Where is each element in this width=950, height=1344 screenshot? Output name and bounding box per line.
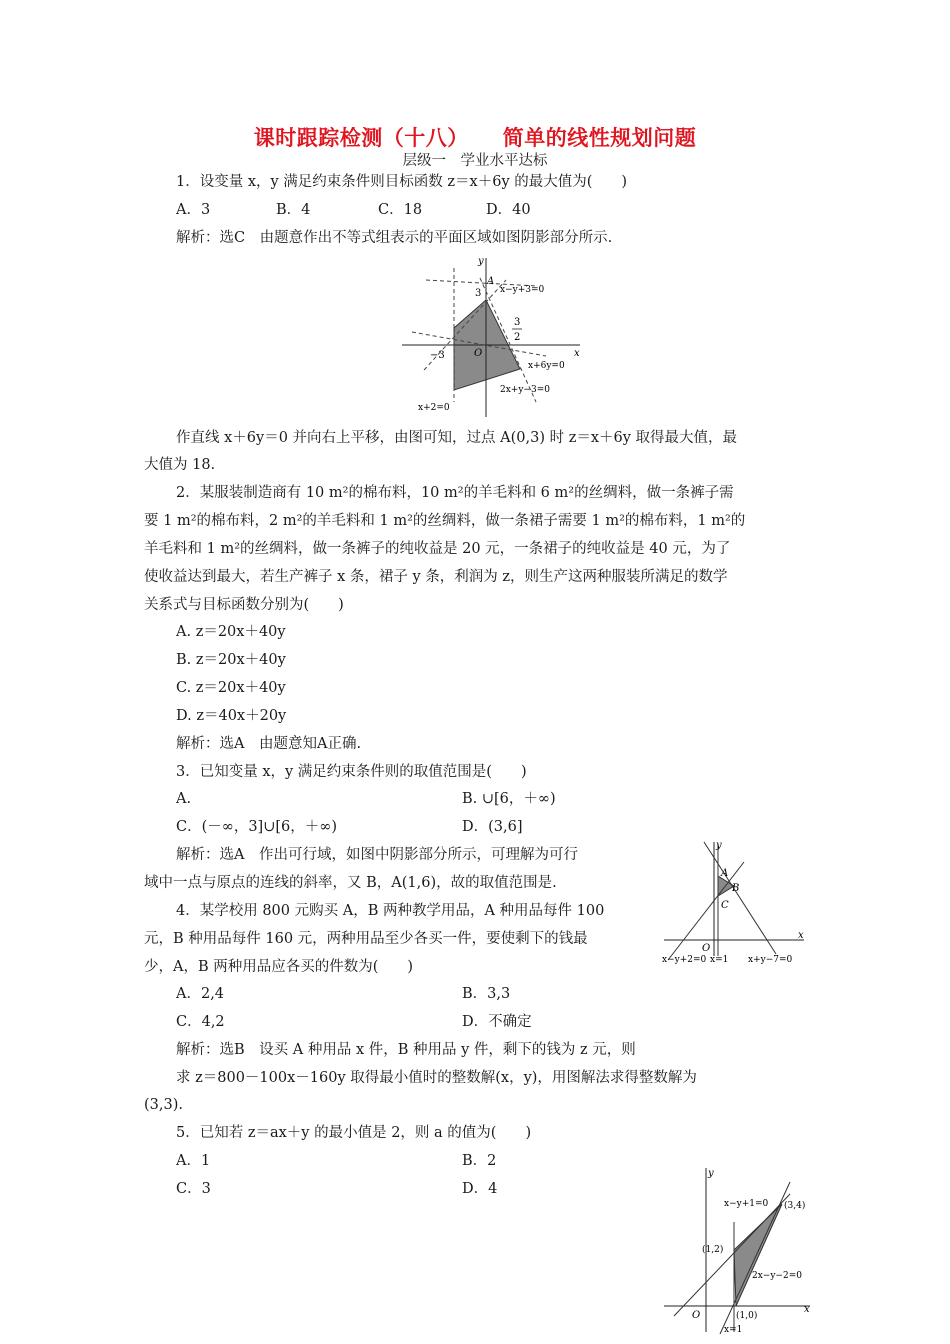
q1-option-b: B．4 [276,202,311,218]
q5-label-l3: x=1 [724,1325,743,1335]
q3-label-l2: x=1 [710,955,729,965]
page-title [0,122,950,152]
q4-option-d: D．不确定 [462,1014,532,1030]
q2-solution: 解析：选A 由题意知A正确. [176,736,362,752]
q4-line-1: 4．某学校用 800 元购买 A，B 两种教学用品，A 种用品每件 100 [176,903,605,919]
q4-solution-line3: (3,3). [144,1097,183,1113]
q5-figure [660,1162,820,1336]
q4-option-c: C．4,2 [176,1014,225,1030]
q1-y-label: y [478,256,484,267]
title-topic: 简单的线性规划问题 [502,125,697,150]
q1-option-c: C．18 [378,202,423,218]
q1-frac-den: 2 [514,332,521,343]
q3-line-x-plus-y [704,842,776,954]
q5-x-label: x [804,1304,810,1315]
q4-option-b: B．3,3 [462,986,511,1002]
q3-option-a: A. [176,791,192,807]
q3-label-l3: x+y−7=0 [748,955,793,965]
q5-option-d: D．4 [462,1181,498,1197]
q1-x-label: x [574,348,580,359]
q1-option-a: A．3 [176,202,211,218]
q3-label-c: C [721,900,729,911]
q2-option-c: C. z＝20x＋40y [176,680,286,696]
title-main: 课时跟踪检测（十八） [253,125,469,150]
q5-label-l2: 2x−y−2=0 [752,1271,802,1281]
q5-feasible-region [734,1204,782,1306]
q1-figure [396,252,592,420]
q5-y-label: y [708,1168,714,1179]
q3-stem: 3．已知变量 x，y 满足约束条件则的取值范围是( ) [176,764,527,780]
q3-option-d: D．(3,6] [462,819,523,835]
q5-line-x-minus-y-plus-1 [674,1194,790,1316]
q1-frac-num: 3 [514,317,521,328]
q1-solution-intro: 解析：选C 由题意作出不等式组表示的平面区域如图阴影部分所示. [176,230,613,246]
q1-label-3: 3 [475,288,482,299]
q4-solution-line2: 求 z＝800－100x－160y 取得最小值时的整数解(x，y)，用图解法求得整数解为 [176,1070,697,1086]
q1-label-a: A [487,276,495,287]
q3-label-l1: x−y+2=0 [662,955,707,965]
q4-solution-line1: 解析：选B 设买 A 种用品 x 件，B 种用品 y 件，剩下的钱为 z 元，则 [176,1042,636,1058]
q3-figure [660,836,810,970]
q3-solution-line1: 解析：选A 作出可行域，如图中阴影部分所示，可理解为可行 [176,847,578,863]
q3-x-label: x [798,930,804,941]
q2-option-a: A. z＝20x＋40y [176,624,286,640]
q1-origin: O [474,348,483,359]
q2-line-2: 要 1 m²的棉布料，2 m²的羊毛料和 1 m²的丝绸料，做一条裙子需要 1 m²的棉布料，1 m²的 [144,513,746,529]
q1-label-l2: x+6y=0 [528,361,565,371]
q4-line-2: 元，B 种用品每件 160 元，两种用品至少各买一件，要使剩下的钱最 [144,931,588,947]
q3-label-b: B [732,883,740,894]
q1-label-neg3: −3 [430,350,445,361]
q5-option-c: C．3 [176,1181,211,1197]
q2-line-4: 使收益达到最大，若生产裤子 x 条，裙子 y 条，利润为 z，则生产这两种服装所满足的数学 [144,569,728,585]
q1-option-d: D．40 [486,202,531,218]
level-subtitle: 层级一 学业水平达标 [402,153,548,169]
q2-option-d: D. z＝40x＋20y [176,708,287,724]
q3-label-a: A [721,868,729,879]
q5-origin: O [692,1310,701,1321]
q1-stem: 1．设变量 x，y 满足约束条件则目标函数 z＝x＋6y 的最大值为( ) [176,174,628,190]
q3-option-b: B. ∪[6，＋∞) [462,791,556,807]
q3-solution-line2: 域中一点与原点的连线的斜率，又 B，A(1,6)，故的取值范围是. [144,875,557,891]
q1-label-l1: x−y+3=0 [500,285,545,295]
q5-label-p3: (1,0) [736,1311,758,1321]
q5-label-p2: (1,2) [702,1245,724,1255]
q2-option-b: B. z＝20x＋40y [176,652,286,668]
q4-line-3: 少，A，B 两种用品应各买的件数为( ) [144,959,414,975]
q1-solution-line2: 大值为 18. [144,457,216,473]
q5-stem: 5．已知若 z＝ax＋y 的最小值是 2，则 a 的值为( ) [176,1125,532,1141]
q2-line-5: 关系式与目标函数分别为( ) [144,597,344,613]
q5-option-a: A．1 [176,1153,211,1169]
q2-line-3: 羊毛料和 1 m²的丝绸料，做一条裤子的纯收益是 20 元，一条裙子的纯收益是 40 元，为了 [144,541,731,557]
q3-option-c: C．(－∞，3]∪[6，＋∞) [176,819,337,835]
q3-origin: O [702,943,711,954]
q1-label-l4: x+2=0 [418,403,450,413]
q5-option-b: B．2 [462,1153,497,1169]
q3-y-label: y [716,840,722,851]
q1-label-l3: 2x+y−3=0 [500,385,550,395]
q2-line-1: 2．某服装制造商有 10 m²的棉布料，10 m²的羊毛料和 6 m²的丝绸料，做一条裤子需 [176,485,734,501]
q5-label-p1: (3,4) [784,1201,806,1211]
q5-label-l1: x−y+1=0 [724,1199,769,1209]
q1-solution-line1: 作直线 x＋6y＝0 并向右上平移，由图可知，过点 A(0,3) 时 z＝x＋6y 取得最大值，最 [176,430,738,446]
q4-option-a: A．2,4 [176,986,225,1002]
